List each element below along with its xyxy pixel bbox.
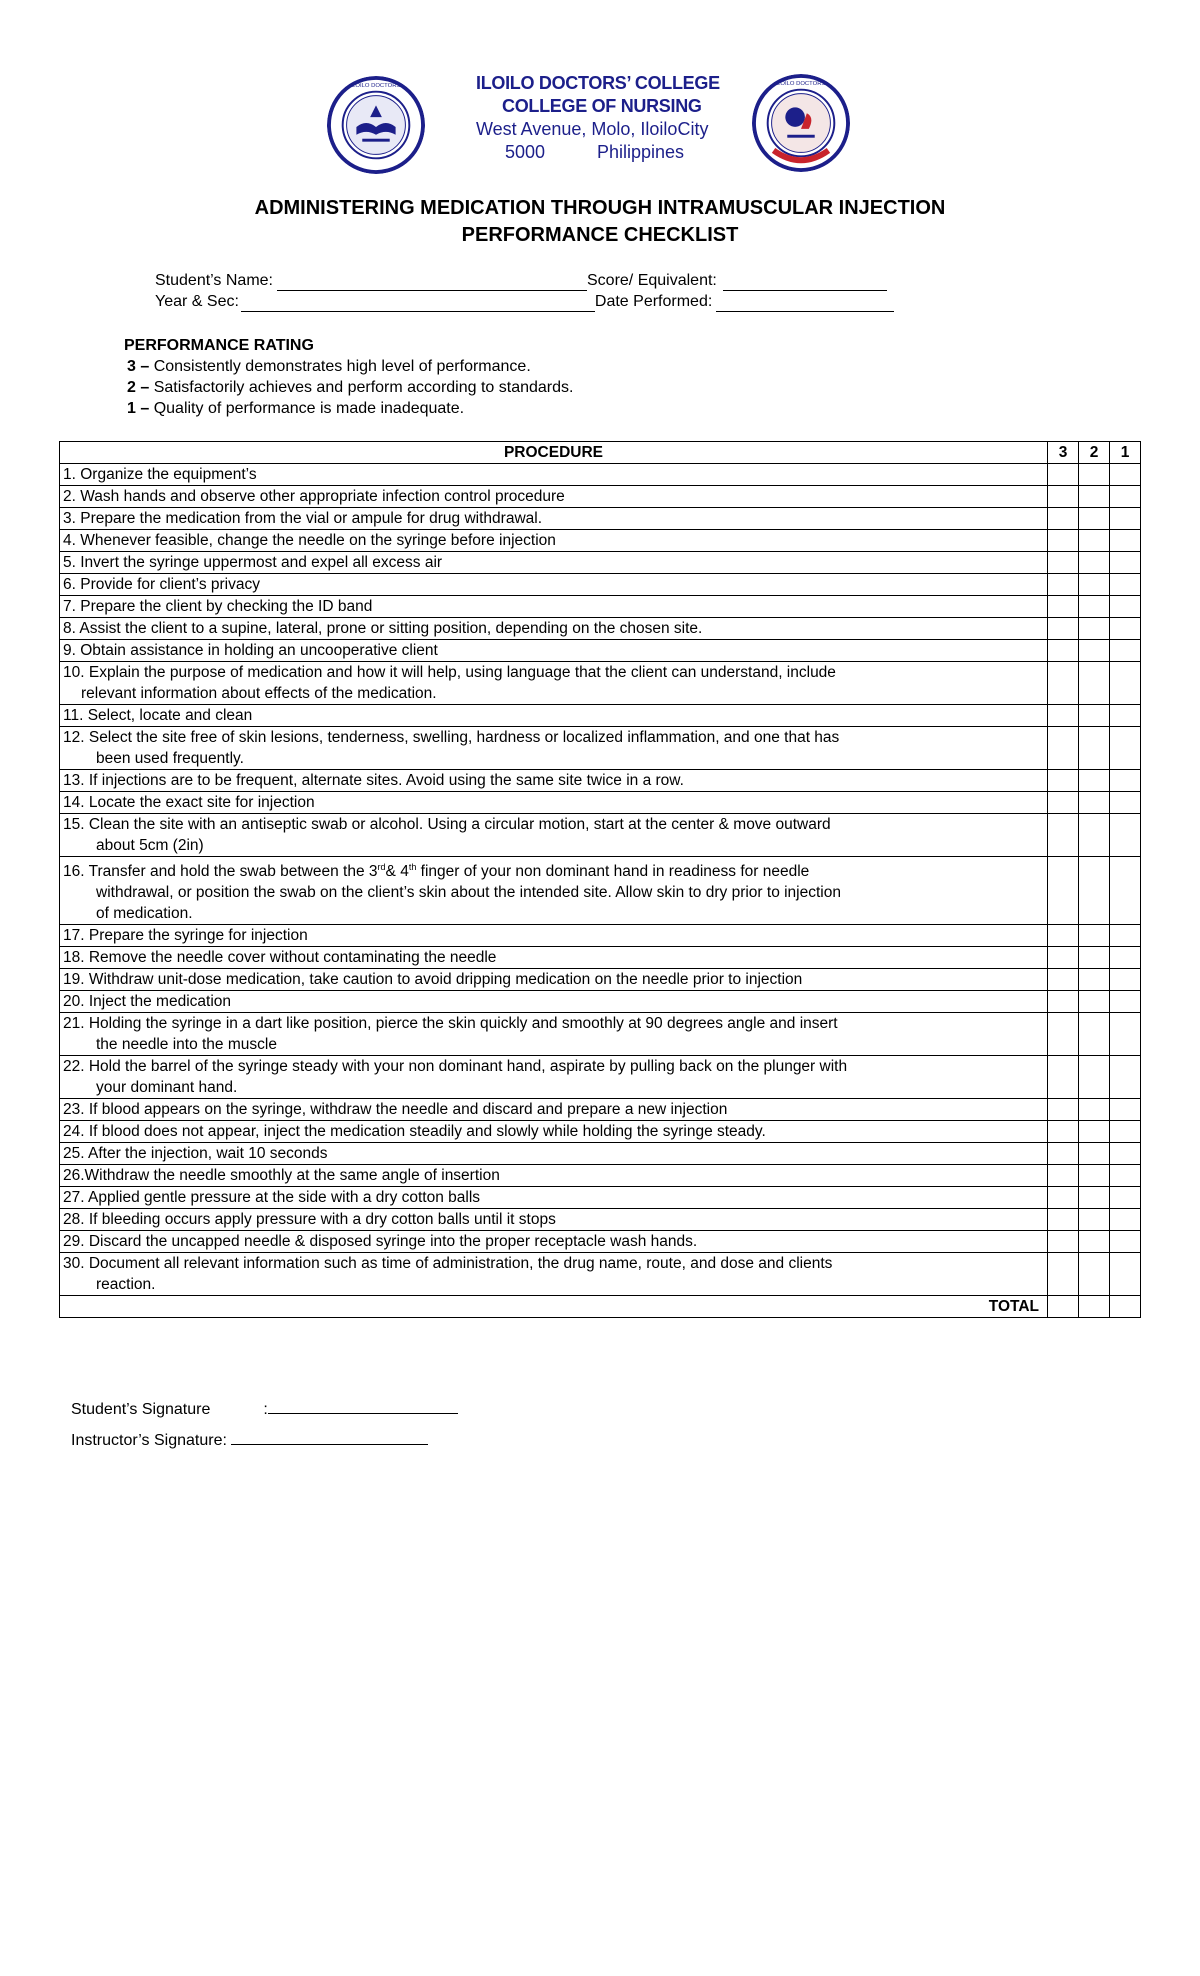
rating-cell-1[interactable] <box>1110 1013 1141 1056</box>
procedure-step <box>60 925 1048 947</box>
procedure-step <box>60 486 1048 508</box>
rating-cell-2[interactable] <box>1079 705 1110 727</box>
rating-cell-3[interactable] <box>1048 662 1079 705</box>
rating-cell-1[interactable] <box>1110 508 1141 530</box>
step-text: 14. Locate the exact site for injection <box>63 794 315 811</box>
rating-cell-2[interactable] <box>1079 1013 1110 1056</box>
rating-cell-3[interactable] <box>1048 969 1079 991</box>
step-text: 16. Transfer and hold the swab between the 3rd& 4th finger of your non dominant hand in readiness for needle <box>63 862 810 881</box>
procedure-table <box>59 441 1141 1318</box>
procedure-step <box>60 640 1048 662</box>
instructor-signature-field[interactable] <box>231 1428 428 1445</box>
procedure-step <box>60 991 1048 1013</box>
rating-cell-2[interactable] <box>1079 1143 1110 1165</box>
procedure-step <box>60 530 1048 552</box>
rating-cell-2[interactable] <box>1079 792 1110 814</box>
table-row <box>60 857 1141 925</box>
rating-cell-2[interactable] <box>1079 486 1110 508</box>
rating-item-1 <box>124 398 573 419</box>
rating-cell-2[interactable] <box>1079 1209 1110 1231</box>
table-row <box>60 530 1141 552</box>
table-row <box>60 552 1141 574</box>
step-text-continued: about 5cm (2in) <box>96 837 204 854</box>
rating-cell-2[interactable] <box>1079 1231 1110 1253</box>
table-row <box>60 486 1141 508</box>
step-text: 19. Withdraw unit-dose medication, take caution to avoid dripping medication on the needle prior to injection <box>63 971 803 989</box>
rating-cell-3[interactable] <box>1048 947 1079 969</box>
rating-cell-3[interactable] <box>1048 1187 1079 1209</box>
rating-cell-3[interactable] <box>1048 792 1079 814</box>
step-text: 13. If injections are to be frequent, alternate sites. Avoid using the same site twice in a row. <box>63 772 684 789</box>
rating-cell-1[interactable] <box>1110 925 1141 947</box>
rating-cell-2[interactable] <box>1079 662 1110 705</box>
procedure-step <box>60 464 1048 486</box>
rating-cell-1[interactable] <box>1110 1209 1141 1231</box>
total-cell-2[interactable] <box>1079 1296 1110 1318</box>
rating-cell-3[interactable] <box>1048 925 1079 947</box>
rating-cell-2[interactable] <box>1079 1099 1110 1121</box>
table-row <box>60 1209 1141 1231</box>
table-row <box>60 1165 1141 1187</box>
rating-cell-3[interactable] <box>1048 857 1079 925</box>
rating-cell-1[interactable] <box>1110 727 1141 770</box>
table-row <box>60 1187 1141 1209</box>
rating-cell-3[interactable] <box>1048 1143 1079 1165</box>
rating-cell-3[interactable] <box>1048 618 1079 640</box>
step-text: 28. If bleeding occurs apply pressure with a dry cotton balls until it stops <box>63 1211 556 1229</box>
rating-cell-1[interactable] <box>1110 1121 1141 1143</box>
step-text: 20. Inject the medication <box>63 993 232 1011</box>
student-signature-field[interactable] <box>268 1397 458 1414</box>
table-row <box>60 925 1141 947</box>
instructor-signature <box>71 1428 428 1450</box>
rating-cell-2[interactable] <box>1079 925 1110 947</box>
college-seal-left-icon <box>327 76 425 174</box>
table-row <box>60 1056 1141 1099</box>
nursing-seal-right-icon <box>752 74 850 172</box>
step-text: 10. Explain the purpose of medication and how it will help, using language that the client can understand, include <box>63 664 836 681</box>
rating-cell-1[interactable] <box>1110 596 1141 618</box>
step-text-continued: the needle into the muscle <box>96 1036 277 1054</box>
step-text: 5. Invert the syringe uppermost and expel all excess air <box>63 554 443 571</box>
rating-cell-1[interactable] <box>1110 792 1141 814</box>
table-row <box>60 464 1141 486</box>
procedure-step <box>60 947 1048 969</box>
zip-code: 5000 <box>505 142 546 162</box>
rating-text: Quality of performance is made inadequate. <box>149 400 465 417</box>
total-row <box>60 1296 1141 1318</box>
step-text: 30. Document all relevant information such as time of administration, the drug name, route, and dose and clients <box>63 1255 833 1273</box>
date-performed-label: Date Performed: <box>594 293 713 310</box>
student-signature-label: Student’s Signature <box>71 1401 211 1418</box>
procedure-step <box>60 705 1048 727</box>
rating-cell-2[interactable] <box>1079 857 1110 925</box>
step-text: 2. Wash hands and observe other appropriate infection control procedure <box>63 488 565 505</box>
step-text: 6. Provide for client’s privacy <box>63 576 260 593</box>
rating-cell-3[interactable] <box>1048 530 1079 552</box>
procedure-step <box>60 1056 1048 1099</box>
procedure-step <box>60 1253 1048 1296</box>
performance-rating <box>124 335 573 419</box>
table-row <box>60 814 1141 857</box>
step-text-continued: withdrawal, or position the swab on the client’s skin about the intended site. Allow skin to dry prior to injection <box>96 884 841 902</box>
rating-cell-2[interactable] <box>1079 814 1110 857</box>
step-text: 25. After the injection, wait 10 seconds <box>63 1145 328 1163</box>
letterhead <box>0 62 1200 182</box>
procedure-step <box>60 1099 1048 1121</box>
procedure-step <box>60 1187 1048 1209</box>
col-header-1: 1 <box>1110 442 1141 464</box>
procedure-step <box>60 662 1048 705</box>
procedure-step <box>60 969 1048 991</box>
college-name: ILOILO DOCTORS’ COLLEGE <box>476 73 720 93</box>
rating-cell-3[interactable] <box>1048 596 1079 618</box>
rating-cell-2[interactable] <box>1079 464 1110 486</box>
rating-cell-1[interactable] <box>1110 969 1141 991</box>
title-line-1: ADMINISTERING MEDICATION THROUGH INTRAMUSCULAR INJECTION <box>254 197 946 219</box>
rating-cell-1[interactable] <box>1110 814 1141 857</box>
step-text: 12. Select the site free of skin lesions, tenderness, swelling, hardness or localized inflammation, and one that has <box>63 729 840 746</box>
rating-cell-3[interactable] <box>1048 640 1079 662</box>
rating-cell-1[interactable] <box>1110 1165 1141 1187</box>
table-row <box>60 1099 1141 1121</box>
rating-cell-2[interactable] <box>1079 947 1110 969</box>
rating-cell-2[interactable] <box>1079 969 1110 991</box>
step-text-continued: reaction. <box>96 1276 156 1294</box>
step-text: 1. Organize the equipment’s <box>63 466 257 483</box>
procedure-step <box>60 552 1048 574</box>
rating-item-2 <box>124 377 573 398</box>
procedure-step <box>60 792 1048 814</box>
table-row <box>60 1143 1141 1165</box>
rating-cell-2[interactable] <box>1079 552 1110 574</box>
table-row <box>60 705 1141 727</box>
rating-cell-1[interactable] <box>1110 947 1141 969</box>
step-text: 15. Clean the site with an antiseptic swab or alcohol. Using a circular motion, start at the center & move outward <box>63 816 831 833</box>
student-info-fields <box>155 270 894 312</box>
rating-cell-3[interactable] <box>1048 1253 1079 1296</box>
rating-cell-3[interactable] <box>1048 574 1079 596</box>
score-label: Score/ Equivalent: <box>587 272 717 289</box>
rating-cell-1[interactable] <box>1110 486 1141 508</box>
table-row <box>60 596 1141 618</box>
table-row <box>60 1253 1141 1296</box>
rating-text: Consistently demonstrates high level of performance. <box>149 358 531 375</box>
step-text: 8. Assist the client to a supine, lateral, prone or sitting position, depending on the chosen site. <box>63 620 703 637</box>
step-text: 11. Select, locate and clean <box>63 707 253 724</box>
rating-text: Satisfactorily achieves and perform according to standards. <box>149 379 574 396</box>
score-field[interactable] <box>723 274 887 291</box>
step-text: 7. Prepare the client by checking the ID band <box>63 598 373 615</box>
rating-cell-2[interactable] <box>1079 1056 1110 1099</box>
rating-cell-2[interactable] <box>1079 991 1110 1013</box>
rating-cell-2[interactable] <box>1079 1253 1110 1296</box>
rating-cell-1[interactable] <box>1110 464 1141 486</box>
rating-cell-3[interactable] <box>1048 486 1079 508</box>
step-text-continued: of medication. <box>96 905 193 923</box>
procedure-header: PROCEDURE <box>60 442 1048 464</box>
table-row <box>60 770 1141 792</box>
table-row <box>60 662 1141 705</box>
year-sec-label: Year & Sec: <box>155 293 239 310</box>
student-name-field[interactable] <box>277 274 587 291</box>
table-row <box>60 792 1141 814</box>
rating-item-3 <box>124 356 573 377</box>
svg-text:ILOILO DOCTORS': ILOILO DOCTORS' <box>350 82 402 89</box>
rating-cell-1[interactable] <box>1110 618 1141 640</box>
rating-cell-2[interactable] <box>1079 596 1110 618</box>
rating-cell-1[interactable] <box>1110 552 1141 574</box>
address: West Avenue, Molo, IloiloCity <box>476 119 709 139</box>
rating-cell-2[interactable] <box>1079 1165 1110 1187</box>
step-text: 26.Withdraw the needle smoothly at the same angle of insertion <box>63 1167 500 1185</box>
step-text-continued: relevant information about effects of the medication. <box>81 685 437 702</box>
rating-score: 1 – <box>127 400 150 417</box>
total-cell-3[interactable] <box>1048 1296 1079 1318</box>
rating-cell-1[interactable] <box>1110 530 1141 552</box>
procedure-step <box>60 574 1048 596</box>
table-row <box>60 574 1141 596</box>
procedure-step <box>60 1231 1048 1253</box>
procedure-step <box>60 1165 1048 1187</box>
rating-cell-2[interactable] <box>1079 727 1110 770</box>
step-text: 18. Remove the needle cover without contaminating the needle <box>63 949 497 967</box>
procedure-step <box>60 618 1048 640</box>
procedure-step <box>60 1143 1048 1165</box>
college-info <box>470 72 770 164</box>
rating-cell-2[interactable] <box>1079 1121 1110 1143</box>
rating-cell-1[interactable] <box>1110 991 1141 1013</box>
rating-cell-3[interactable] <box>1048 1056 1079 1099</box>
document-title <box>0 195 1200 249</box>
procedure-step <box>60 770 1048 792</box>
table-row <box>60 1013 1141 1056</box>
rating-cell-3[interactable] <box>1048 1209 1079 1231</box>
rating-score: 2 – <box>127 379 150 396</box>
rating-cell-2[interactable] <box>1079 530 1110 552</box>
table-row <box>60 727 1141 770</box>
rating-cell-3[interactable] <box>1048 705 1079 727</box>
rating-cell-2[interactable] <box>1079 574 1110 596</box>
rating-cell-3[interactable] <box>1048 1013 1079 1056</box>
rating-cell-3[interactable] <box>1048 991 1079 1013</box>
table-row <box>60 947 1141 969</box>
rating-cell-3[interactable] <box>1048 1165 1079 1187</box>
table-row <box>60 969 1141 991</box>
table-row <box>60 991 1141 1013</box>
rating-cell-3[interactable] <box>1048 770 1079 792</box>
procedure-step <box>60 1121 1048 1143</box>
rating-cell-1[interactable] <box>1110 574 1141 596</box>
rating-cell-2[interactable] <box>1079 618 1110 640</box>
step-text: 21. Holding the syringe in a dart like position, pierce the skin quickly and smoothly at 90 degrees angle and insert <box>63 1015 838 1033</box>
department-name: COLLEGE OF NURSING <box>502 96 702 116</box>
rating-score: 3 – <box>127 358 150 375</box>
step-text: 23. If blood appears on the syringe, withdraw the needle and discard and prepare a new injection <box>63 1101 728 1119</box>
step-text: 29. Discard the uncapped needle & disposed syringe into the proper receptacle wash hands. <box>63 1233 698 1251</box>
rating-cell-1[interactable] <box>1110 1253 1141 1296</box>
rating-cell-3[interactable] <box>1048 1121 1079 1143</box>
step-text: 24. If blood does not appear, inject the medication steadily and slowly while holding the syringe steady. <box>63 1123 766 1141</box>
rating-cell-1[interactable] <box>1110 1187 1141 1209</box>
rating-cell-1[interactable] <box>1110 640 1141 662</box>
rating-cell-3[interactable] <box>1048 552 1079 574</box>
procedure-step <box>60 814 1048 857</box>
step-text: 17. Prepare the syringe for injection <box>63 927 308 945</box>
title-line-2: PERFORMANCE CHECKLIST <box>461 224 739 246</box>
table-row <box>60 618 1141 640</box>
procedure-step <box>60 1209 1048 1231</box>
svg-text:ILOILO DOCTORS': ILOILO DOCTORS' <box>775 80 827 87</box>
table-row <box>60 1121 1141 1143</box>
table-row <box>60 1231 1141 1253</box>
date-performed-field[interactable] <box>716 295 894 312</box>
rating-cell-3[interactable] <box>1048 727 1079 770</box>
year-sec-field[interactable] <box>241 295 595 312</box>
step-text: 9. Obtain assistance in holding an uncooperative client <box>63 642 438 659</box>
rating-cell-1[interactable] <box>1110 1143 1141 1165</box>
total-label: TOTAL <box>60 1296 1048 1318</box>
student-name-label: Student’s Name: <box>155 272 273 289</box>
rating-cell-3[interactable] <box>1048 1099 1079 1121</box>
rating-cell-3[interactable] <box>1048 508 1079 530</box>
rating-cell-1[interactable] <box>1110 770 1141 792</box>
rating-cell-2[interactable] <box>1079 770 1110 792</box>
table-header-row <box>60 442 1141 464</box>
step-text: 22. Hold the barrel of the syringe steady with your non dominant hand, aspirate by pulling back on the plunger with <box>63 1058 848 1076</box>
step-text: 4. Whenever feasible, change the needle on the syringe before injection <box>63 532 556 549</box>
rating-cell-1[interactable] <box>1110 1056 1141 1099</box>
rating-cell-1[interactable] <box>1110 1099 1141 1121</box>
step-text: 3. Prepare the medication from the vial or ampule for drug withdrawal. <box>63 510 543 527</box>
table-row <box>60 508 1141 530</box>
procedure-step <box>60 727 1048 770</box>
rating-cell-1[interactable] <box>1110 1231 1141 1253</box>
rating-cell-3[interactable] <box>1048 1231 1079 1253</box>
step-text-continued: your dominant hand. <box>96 1079 238 1097</box>
rating-cell-1[interactable] <box>1110 705 1141 727</box>
procedure-step <box>60 596 1048 618</box>
procedure-step <box>60 508 1048 530</box>
procedure-step <box>60 1013 1048 1056</box>
rating-cell-1[interactable] <box>1110 662 1141 705</box>
rating-cell-3[interactable] <box>1048 814 1079 857</box>
rating-cell-3[interactable] <box>1048 464 1079 486</box>
instructor-signature-label: Instructor’s Signature: <box>71 1432 227 1449</box>
col-header-3: 3 <box>1048 442 1079 464</box>
rating-cell-2[interactable] <box>1079 508 1110 530</box>
zip-country <box>470 141 770 164</box>
total-cell-1[interactable] <box>1110 1296 1141 1318</box>
step-text-continued: been used frequently. <box>96 750 244 767</box>
rating-cell-2[interactable] <box>1079 640 1110 662</box>
procedure-step <box>60 857 1048 925</box>
student-signature-colon: : <box>263 1401 268 1418</box>
student-signature <box>71 1397 458 1419</box>
country: Philippines <box>597 142 685 162</box>
step-text: 27. Applied gentle pressure at the side with a dry cotton balls <box>63 1189 481 1207</box>
rating-heading: PERFORMANCE RATING <box>124 337 314 354</box>
rating-cell-2[interactable] <box>1079 1187 1110 1209</box>
col-header-2: 2 <box>1079 442 1110 464</box>
rating-cell-1[interactable] <box>1110 857 1141 925</box>
table-row <box>60 640 1141 662</box>
